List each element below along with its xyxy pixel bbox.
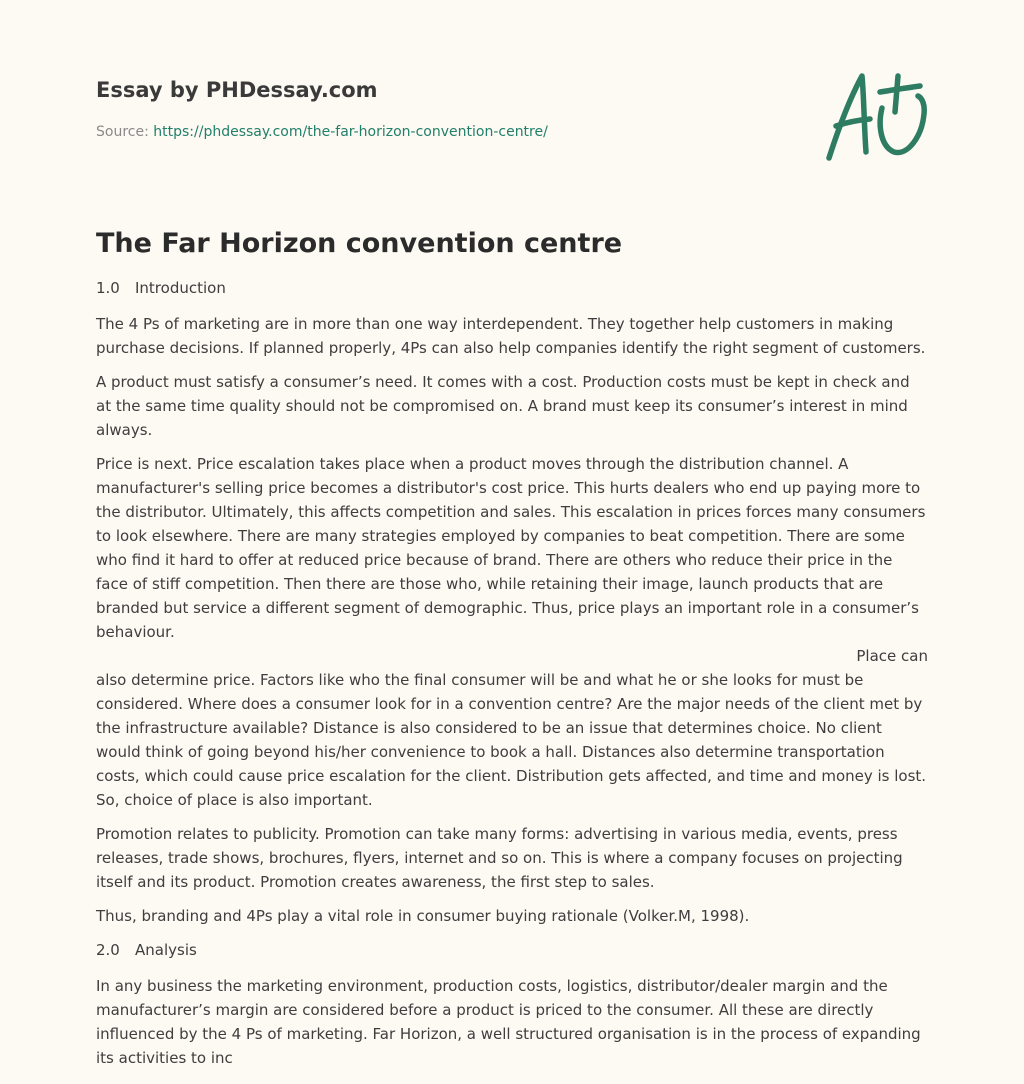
paragraph-place-lead: Place can xyxy=(856,647,928,665)
section-number: 2.0 xyxy=(96,941,120,959)
paragraph: Promotion relates to publicity. Promotion can take many forms: advertising in various media, events, press releases, trade shows, brochures, flyers, internet and so on. This is where a company focuses on projecting itself and its product. Promotion creates awareness, the first step to sales. xyxy=(96,825,903,891)
source-line xyxy=(96,122,796,142)
essay-title: The Far Horizon convention centre xyxy=(96,228,623,259)
paragraph xyxy=(96,452,928,812)
section-number: 1.0 xyxy=(96,279,120,297)
a-plus-logo-icon xyxy=(822,68,928,164)
source-link[interactable]: https://phdessay.com/the-far-horizon-convention-centre/ xyxy=(153,124,548,140)
essay-header xyxy=(96,76,796,142)
paragraph: The 4 Ps of marketing are in more than one way interdependent. They together help customers in making purchase decisions. If planned properly, 4Ps can also help companies identify the right segment of customers. xyxy=(96,315,926,357)
section-title: Introduction xyxy=(135,279,226,297)
site-brand: Essay by PHDessay.com xyxy=(96,78,378,102)
paragraph-text: also determine price. Factors like who the final consumer will be and what he or she looks for must be considered. Where does a consumer look for in a convention centre? Are the major needs of the client met by the infrastructure available? Distance is also considered to be an issue that determines choice. No client would think of going beyond his/her convenience to book a hall. Distances also determine transportation costs, which could cause price escalation for the client. Distribution gets affected, and time and money is lost. So, choice of place is also important. xyxy=(96,671,927,809)
paragraph: A product must satisfy a consumer’s need. It comes with a cost. Production costs must be kept in check and at the same time quality should not be compromised on. A brand must keep its consumer’s interest in mind always. xyxy=(96,373,910,439)
section-heading-analysis xyxy=(96,938,928,962)
paragraph: In any business the marketing environment, production costs, logistics, distributor/dealer margin and the manufacturer’s margin are considered before a product is priced to the consumer. All these are directly influenced by the 4 Ps of marketing. Far Horizon, a well structured organisation is in the process of expanding its activities to inc xyxy=(96,977,921,1067)
source-label: Source: xyxy=(96,124,149,140)
paragraph: Thus, branding and 4Ps play a vital role in consumer buying rationale (Volker.M, 1998). xyxy=(96,907,750,925)
section-title: Analysis xyxy=(135,941,197,959)
section-heading-introduction xyxy=(96,276,928,300)
essay-content xyxy=(96,222,928,1080)
paragraph-text: Price is next. Price escalation takes place when a product moves through the distribution channel. A manufacturer's selling price becomes a distributor's cost price. This hurts dealers who end up paying more to the distributor. Ultimately, this affects competition and sales. This escalation in prices forces many consumers to look elsewhere. There are many strategies employed by companies to beat competition. There are some who find it hard to offer at reduced price because of brand. There are others who reduce their price in the face of stiff competition. Then there are those who, while retaining their image, launch products that are branded but service a different segment of demographic. Thus, price plays an important role in a consumer’s behaviour. xyxy=(96,455,926,641)
